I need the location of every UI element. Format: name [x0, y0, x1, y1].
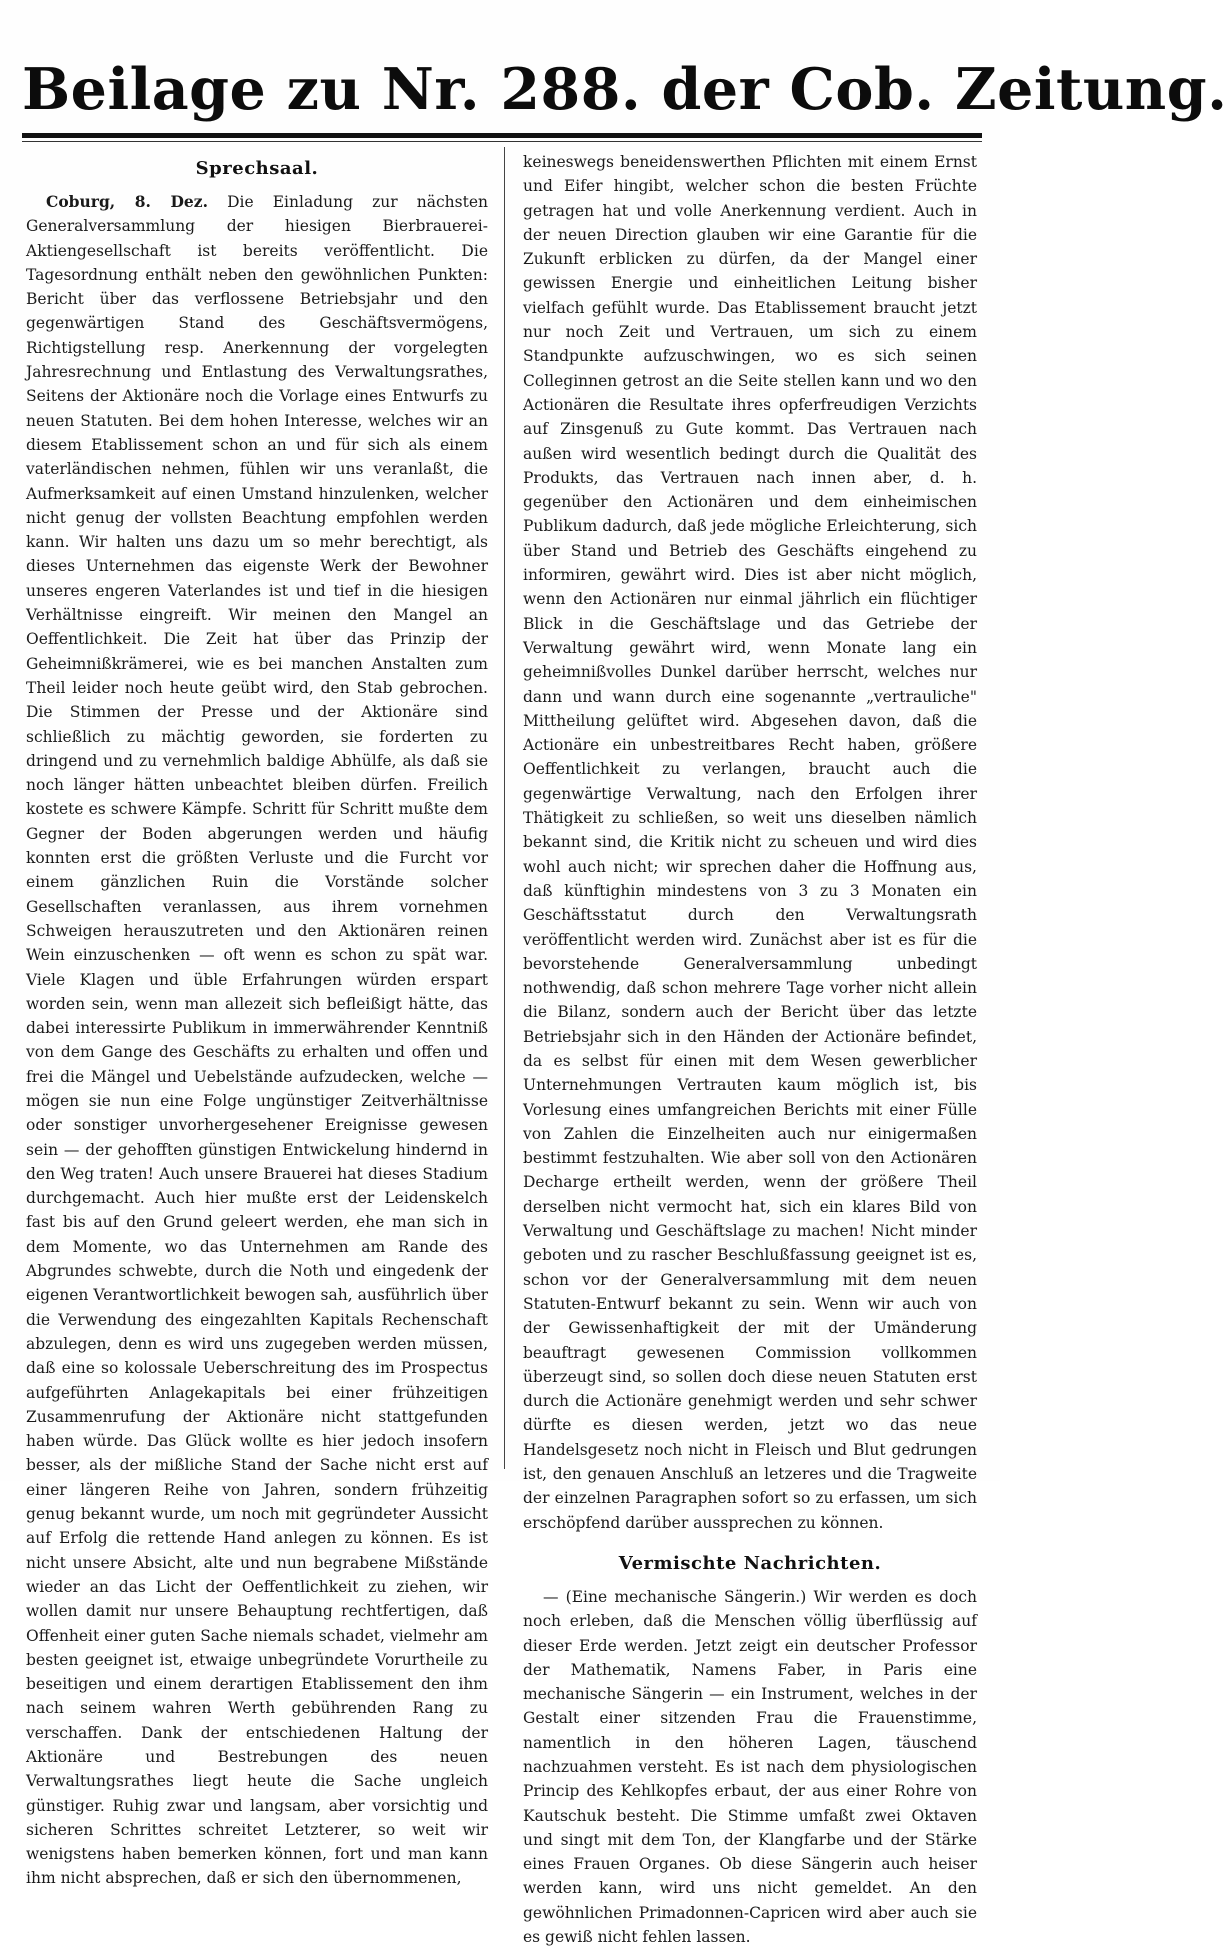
- column-divider: [504, 147, 505, 1469]
- section-title-vermischte: Vermischte Nachrichten.: [618, 1552, 882, 1574]
- news-item-saengerin: [523, 1585, 977, 1949]
- masthead-rule-thin: [22, 141, 982, 142]
- masthead-rule-thick: [22, 133, 982, 138]
- left-column: [26, 150, 488, 1891]
- article-body: Die Einladung zur nächsten Generalversammlung der hiesigen Bierbrauerei-Aktiengesellschaft ist bereits veröffentlicht. Die Tagesordnung enthält neben den gewöhnlichen Punkten: Bericht über das verflossene Betriebsjahr und den gegenwärtigen Stand des Geschäftsvermögens, Richtigstellung resp. Anerkennung der vorgelegten Jahresrechnung und Entlastung des Verwaltungsrathes, Seitens der Aktionäre noch die Vorlage eines Entwurfs zu neuen Statuten. Bei dem hohen Interesse, welches wir an diesem Etablissement schon an und für sich als einem vaterländischen nehmen, fühlen wir uns veranlaßt, die Aufmerksamkeit auf einen Umstand hinzulenken, welcher nicht genug der vollsten Beachtung empfohlen werden kann. Wir halten uns dazu um so mehr berechtigt, als dieses Unternehmen das eigenste Werk der Bewohner unseres engeren Vaterlandes ist und tief in die hiesigen Verhältnisse eingreift. Wir meinen den Mangel an Oeffentlichkeit. Die Zeit hat über das Prinzip der Geheimnißkrämerei, wie es bei manchen Anstalten zum Theil leider noch heute geübt wird, den Stab gebrochen. Die Stimmen der Presse und der Aktionäre sind schließlich zu mächtig geworden, sie forderten zu dringend und zu vernehmlich baldige Abhülfe, als daß sie noch länger hätten unbeachtet bleiben dürfen. Freilich kostete es schwere Kämpfe. Schritt für Schritt mußte dem Gegner der Boden abgerungen werden und häufig konnten erst die größten Verluste und die Furcht vor einem gänzlichen Ruin die Vorstände solcher Gesellschaften veranlassen, aus ihrem vornehmen Schweigen herauszutreten und den Aktionären reinen Wein einzuschenken — oft wenn es schon zu spät war. Viele Klagen und üble Erfahrungen würden erspart worden sein, wenn man allezeit sich befleißigt hätte, das dabei interessirte Publikum in immerwährender Kenntniß von dem Gange des Geschäfts zu erhalten und offen und frei die Mängel und Uebelstände aufzudecken, welche — mögen sie nun eine Folge ungünstiger Zeitverhältnisse oder sonstiger unvorhergesehener Ereignisse gewesen sein — der gehofften günstigen Entwickelung hindernd in den Weg traten! Auch unsere Brauerei hat dieses Stadium durchgemacht. Auch hier mußte erst der Leidenskelch fast bis auf den Grund geleert werden, ehe man sich in dem Momente, wo das Unternehmen am Rande des Abgrundes schwebte, durch die Noth und eingedenk der eigenen Verantwortlichkeit bewogen sah, ausführlich über die Verwendung des eingezahlten Kapitals Rechenschaft abzulegen, denn es wird uns zugegeben werden müssen, daß eine so kolossale Ueberschreitung des im Prospectus aufgeführten Anlagekapitals bei einer frühzeitigen Zusammenrufung der Aktionäre nicht stattgefunden haben würde. Das Glück wollte es hier jedoch insofern besser, als der mißliche Stand der Sache nicht erst auf einer längeren Reihe von Jahren, sondern frühzeitig genug bekannt wurde, um noch mit gegründeter Aussicht auf Erfolg die rettende Hand anlegen zu können. Es ist nicht unsere Absicht, alte und nun begrabene Mißstände wieder an das Licht der Oeffentlichkeit zu ziehen, wir wollen damit nur unsere Behauptung rechtfertigen, daß Offenheit einer guten Sache niemals schadet, vielmehr am besten geeignet ist, etwaige unbegründete Vorurtheile zu beseitigen und einem derartigen Etablissement den ihm nach seinem wahren Werth gebührenden Rang zu verschaffen. Dank der entschiedenen Haltung der Aktionäre und Bestrebungen des neuen Verwaltungsrathes liegt heute die Sache ungleich günstiger. Ruhig zwar und langsam, aber vorsichtig und sicheren Schrittes schreitet Letzterer, so weit wir wenigstens haben bemerken können, fort und man kann ihm nicht absprechen, daß er sich den übernommenen,: [26, 193, 488, 1888]
- masthead-title: Beilage zu Nr. 288. der Cob. Zeitung.: [22, 56, 1227, 123]
- article-sprechsaal: [26, 190, 488, 1891]
- news-body: Wir werden es doch noch erleben, daß die Menschen völlig überflüssig auf dieser Erde werden. Jetzt zeigt ein deutscher Professor der Mathematik, Namens Faber, in Paris eine mechanische Sängerin — ein Instrument, welches in der Gestalt einer sitzenden Frau die Frauenstimme, namentlich in den höheren Lagen, täuschend nachzuahmen versteht. Es ist nach dem physiologischen Princip des Kehlkopfes erbaut, der aus einer Rohre von Kautschuk besteht. Die Stimme umfaßt zwei Oktaven und singt mit dem Ton, der Klangfarbe und der Stärke eines Frauen Organes. Ob diese Sängerin auch heiser werden kann, wird uns nicht gemeldet. An den gewöhnlichen Primadonnen-Capricen wird aber auch sie es gewiß nicht fehlen lassen.: [523, 1587, 977, 1947]
- right-column: [523, 150, 977, 1949]
- news-lead: — (Eine mechanische Sängerin.): [543, 1587, 807, 1606]
- dateline: Coburg, 8. Dez.: [46, 192, 208, 211]
- section-title-sprechsaal: Sprechsaal.: [195, 158, 319, 179]
- article-continuation: keineswegs beneidenswerthen Pflichten mit einem Ernst und Eifer hingibt, welcher schon die besten Früchte getragen hat und volle Anerkennung verdient. Auch in der neuen Direction glauben wir eine Garantie für die Zukunft erblicken zu dürfen, da der Mangel einer gewissen Energie und einheitlichen Leitung bisher vielfach gefühlt wurde. Das Etablissement braucht jetzt nur noch Zeit und Vertrauen, um sich zu einem Standpunkte aufzuschwingen, wo es sich seinen Colleginnen getrost an die Seite stellen kann und wo den Actionären die Resultate ihres opferfreudigen Verzichts auf Zinsgenuß zu Gute kommt. Das Vertrauen nach außen wird wesentlich bedingt durch die Qualität des Produkts, das Vertrauen nach innen aber, d. h. gegenüber den Actionären und dem einheimischen Publikum dadurch, daß jede mögliche Erleichterung, sich über Stand und Betrieb des Geschäfts eingehend zu informiren, gewährt wird. Dies ist aber nicht möglich, wenn den Actionären nur einmal jährlich ein flüchtiger Blick in die Geschäftslage und das Getriebe der Verwaltung gewährt wird, wenn Monate lang ein geheimnißvolles Dunkel darüber herrscht, welches nur dann und wann durch eine sogenannte „vertrauliche" Mittheilung gelüftet wird. Abgesehen davon, daß die Actionäre ein unbestreitbares Recht haben, größere Oeffentlichkeit zu verlangen, braucht auch die gegenwärtige Verwaltung, nach den Erfolgen ihrer Thätigkeit zu schließen, so weit uns dieselben nämlich bekannt sind, die Kritik nicht zu scheuen und wird dies wohl auch nicht; wir sprechen daher die Hoffnung aus, daß künftighin mindestens von 3 zu 3 Monaten ein Geschäftsstatut durch den Verwaltungsrath veröffentlicht werden wird. Zunächst aber ist es für die bevorstehende Generalversammlung unbedingt nothwendig, daß schon mehrere Tage vorher nicht allein die Bilanz, sondern auch der Bericht über das letzte Betriebsjahr sich in den Händen der Actionäre befindet, da es selbst für einen mit dem Wesen gewerblicher Unternehmungen Vertrauten kaum möglich ist, bis Vorlesung eines umfangreichen Berichts mit einer Fülle von Zahlen die Einzelheiten auch nur einigermaßen bestimmt festzuhalten. Wie aber soll von den Actionären Decharge ertheilt werden, wenn der größere Theil derselben nicht vermocht hat, sich ein klares Bild von Verwaltung und Geschäftslage zu machen! Nicht minder geboten und zu rascher Beschlußfassung geeignet ist es, schon vor der Generalversammlung mit dem neuen Statuten-Entwurf bekannt zu sein. Wenn wir auch von der Gewissenhaftigkeit der mit der Umänderung beauftragt gewesenen Commission vollkommen überzeugt sind, so sollen doch diese neuen Statuten erst durch die Actionäre genehmigt werden und sehr schwer dürfte es diesen werden, jetzt wo das neue Handelsgesetz noch nicht in Fleisch und Blut gedrungen ist, den genauen Anschluß an letzeres und die Tragweite der einzelnen Paragraphen sofort so zu erfassen, um sich erschöpfend darüber aussprechen zu können.: [523, 153, 977, 1532]
